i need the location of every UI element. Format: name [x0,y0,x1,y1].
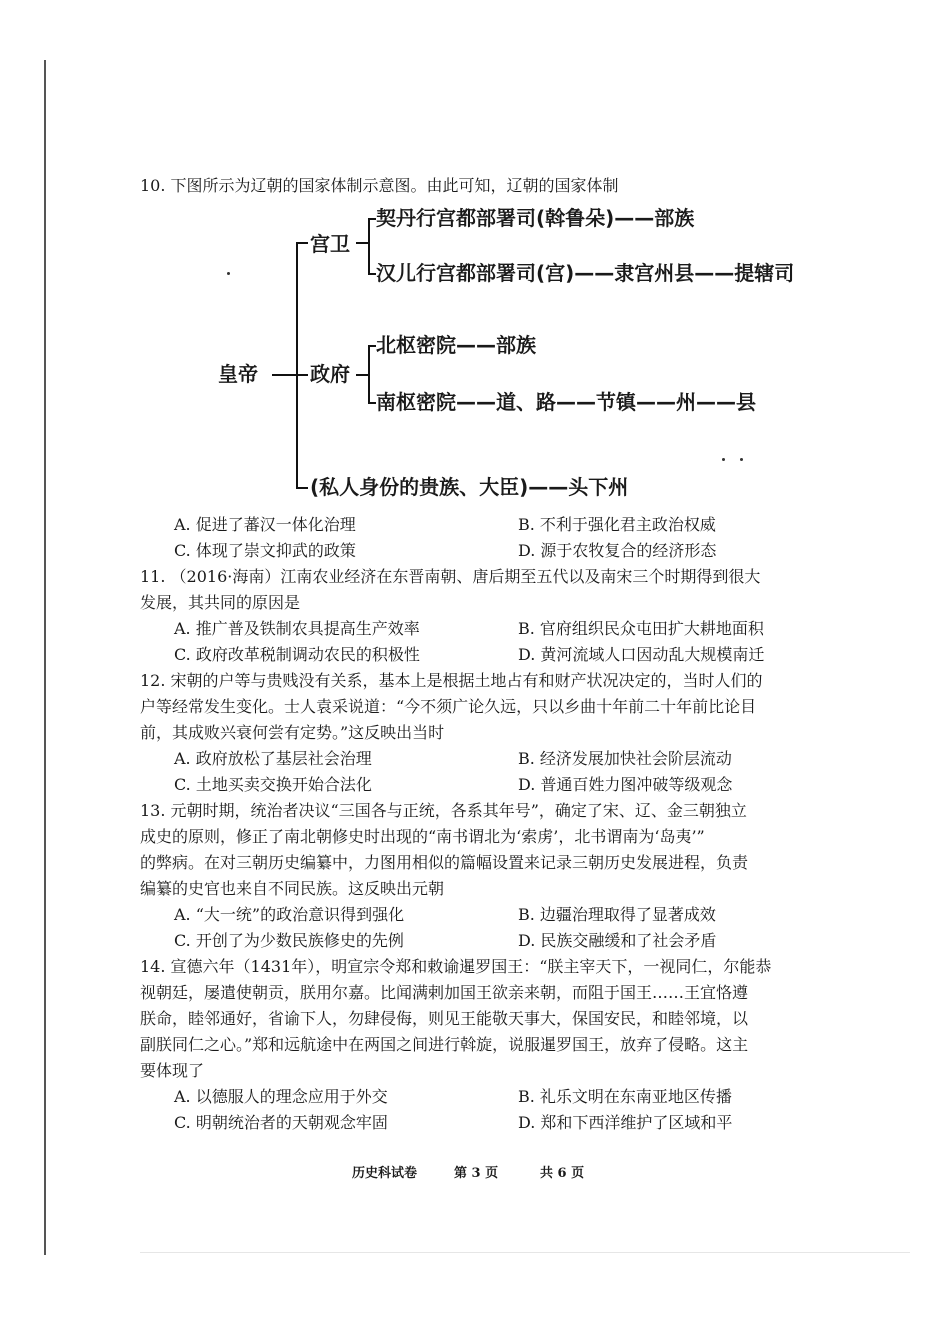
q13-option-b: B. 边疆治理取得了显著成效 [518,905,716,924]
q12-option-c: C. 土地买卖交换开始合法化 [174,775,372,794]
footer-total-pages: 共 6 页 [540,1166,585,1181]
q12-option-b: B. 经济发展加快社会阶层流动 [518,749,732,768]
connector [356,374,368,376]
diagram-north-council: 北枢密院——部族 [376,333,536,357]
q13-option-a: A. “大一统”的政治意识得到强化 [174,905,405,924]
q10-option-a: A. 促进了蕃汉一体化治理 [174,515,356,534]
q10-option-b: B. 不利于强化君主政治权威 [518,515,716,534]
connector [368,402,376,404]
question-13-stem: 13. 元朝时期，统治者决议“三国各与正统，各系其年号”，确定了宋、辽、金三朝独立 成史的原则，修正了南北朝修史时出现的“南书谓北为‘索虏’，北书谓南为‘岛夷’” 的弊病。在对三朝历史编纂中，力图用相似的篇幅设置来记录三朝历史发展进程，负责 编纂的史官也来自不同民族。这反映出元朝 [140,801,749,898]
connector [296,242,308,244]
diagram-gongwei-han: 汉儿行宫都部署司(宫)——隶宫州县——提辖司 [376,261,795,285]
question-12-stem: 12. 宋朝的户等与贵贱没有关系，基本上是根据土地占有和财产状况决定的，当时人们的 户等经常发生变化。士人袁采说道：“今不须广论久远，只以乡曲十年前二十年前比论目 前，其成败兴衰何尝有定势。”这反映出当时 [140,671,763,742]
question-14-stem: 14. 宣德六年（1431年），明宣宗令郑和敕谕暹罗国王：“朕主宰天下，一视同仁，尔能恭 视朝廷，屡遣使朝贡，朕用尔嘉。比闻满剌加国王欲亲来朝，而阻于国王……王宜恪遵 朕命，睦邻通好，省谕下人，勿肆侵侮，则见王能敬天事大，保国安民，和睦邻境，以 副朕同仁之心。”郑和远航途中在两国之间进行斡旋，说服暹罗国王，放弃了侵略。这主 要体现了 [140,957,772,1080]
connector [356,242,368,244]
q14-option-d: D. 郑和下西洋维护了区域和平 [518,1113,733,1132]
diagram-gongwei-khitan: 契丹行宫都部署司(斡鲁朵)——部族 [376,206,695,230]
liao-system-diagram [210,200,795,510]
q11-option-d: D. 黄河流域人口因动乱大规模南迁 [518,645,765,664]
q11-option-b: B. 官府组织民众屯田扩大耕地面积 [518,619,764,638]
q14-option-b: B. 礼乐文明在东南亚地区传播 [518,1087,732,1106]
page-left-edge [44,60,46,1255]
footer-subject: 历史科试卷 [352,1166,418,1181]
connector [296,374,308,376]
q14-option-c: C. 明朝统治者的天朝观念牢固 [174,1113,388,1132]
connector [368,273,376,275]
connector [368,218,376,220]
zhengfu-bracket [368,345,370,403]
diagram-branch-zhengfu: 政府 [310,362,350,386]
q10-option-d: D. 源于农牧复合的经济形态 [518,541,717,560]
q11-option-a: A. 推广普及铁制农具提高生产效率 [174,619,420,638]
diagram-branch-private: (私人身份的贵族、大臣)——头下州 [310,475,629,499]
diagram-branch-gongwei: 宫卫 [310,232,350,256]
diagram-south-council: 南枢密院——道、路——节镇——州——县 [376,390,756,414]
diagram-root-emperor: 皇帝 [218,362,258,386]
gongwei-bracket [368,218,370,274]
connector [296,487,308,489]
q12-option-d: D. 普通百姓力图冲破等级观念 [518,775,733,794]
question-11-stem: 11. （2016·海南）江南农业经济在东晋南朝、唐后期至五代以及南宋三个时期得到很大 发展，其共同的原因是 [140,567,761,612]
q10-option-c: C. 体现了崇文抑武的政策 [174,541,356,560]
bottom-divider [140,1252,910,1253]
question-10-stem: 10. 下图所示为辽朝的国家体制示意图。由此可知，辽朝的国家体制 [140,176,619,195]
connector [272,374,296,376]
q13-option-d: D. 民族交融缓和了社会矛盾 [518,931,717,950]
q12-option-a: A. 政府放松了基层社会治理 [174,749,372,768]
main-trunk [296,242,298,488]
q13-option-c: C. 开创了为少数民族修史的先例 [174,931,404,950]
q11-option-c: C. 政府改革税制调动农民的积极性 [174,645,420,664]
footer-page-number: 第 3 页 [454,1166,499,1181]
connector [368,345,376,347]
q14-option-a: A. 以德服人的理念应用于外交 [174,1087,388,1106]
